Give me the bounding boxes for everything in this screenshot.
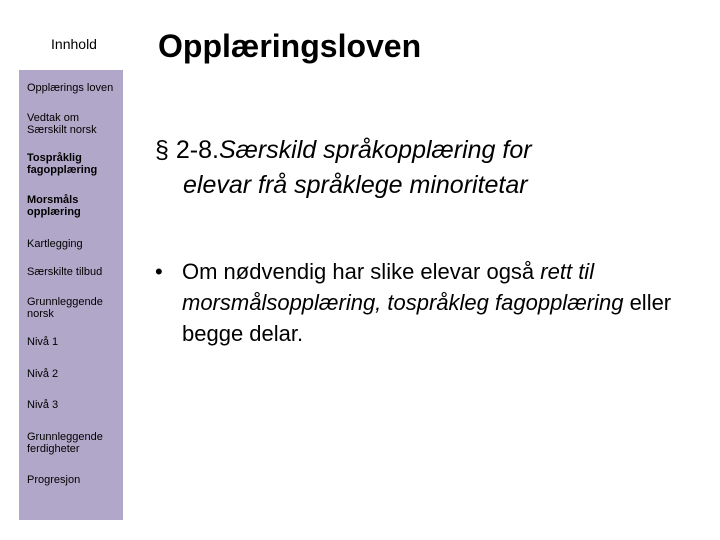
section-heading: [155, 133, 695, 203]
sidebar-item-tospraklig-fagopplaering[interactable]: Tospråklig fagopplæring: [27, 152, 98, 176]
section-title-line2: elevar frå språklege minoritetar: [183, 171, 528, 199]
sidebar-item-niva-2[interactable]: Nivå 2: [27, 368, 59, 380]
bullet-text-italic: rett til morsmålsopplæring, tospråkleg fagopplæring: [182, 259, 624, 315]
sidebar-title: Innhold: [51, 36, 97, 52]
sidebar-item-kartlegging[interactable]: Kartlegging: [27, 238, 83, 250]
sidebar-item-niva-3[interactable]: Nivå 3: [27, 399, 59, 411]
section-title-line1: Særskild språkopplæring for: [218, 136, 532, 164]
bullet-dot-icon: •: [155, 259, 163, 284]
sidebar-item-morsmalsopplaering[interactable]: Morsmåls opplæring: [27, 194, 81, 218]
page-title: Opplæringsloven: [158, 28, 422, 64]
sidebar-item-grunnleggende-norsk[interactable]: Grunnleggende norsk: [27, 296, 103, 320]
sidebar-item-vedtak-saerskilt-norsk[interactable]: Vedtak om Særskilt norsk: [27, 112, 97, 136]
sidebar-item-niva-1[interactable]: Nivå 1: [27, 336, 59, 348]
sidebar-item-saerskilte-tilbud[interactable]: Særskilte tilbud: [27, 266, 103, 278]
bullet-text-part3: eller begge delar.: [182, 290, 672, 346]
sidebar: [19, 70, 123, 520]
section-number: § 2-8.: [155, 136, 219, 164]
sidebar-item-grunnleggende-ferdigheter[interactable]: Grunnleggende ferdigheter: [27, 431, 103, 455]
bullet-item: [155, 256, 695, 349]
sidebar-item-opplaeringsloven[interactable]: Opplærings loven: [27, 82, 114, 94]
bullet-text: [155, 256, 695, 349]
sidebar-item-progresjon[interactable]: Progresjon: [27, 474, 81, 486]
bullet-text-part1: Om nødvendig har slike elevar også: [182, 259, 541, 284]
